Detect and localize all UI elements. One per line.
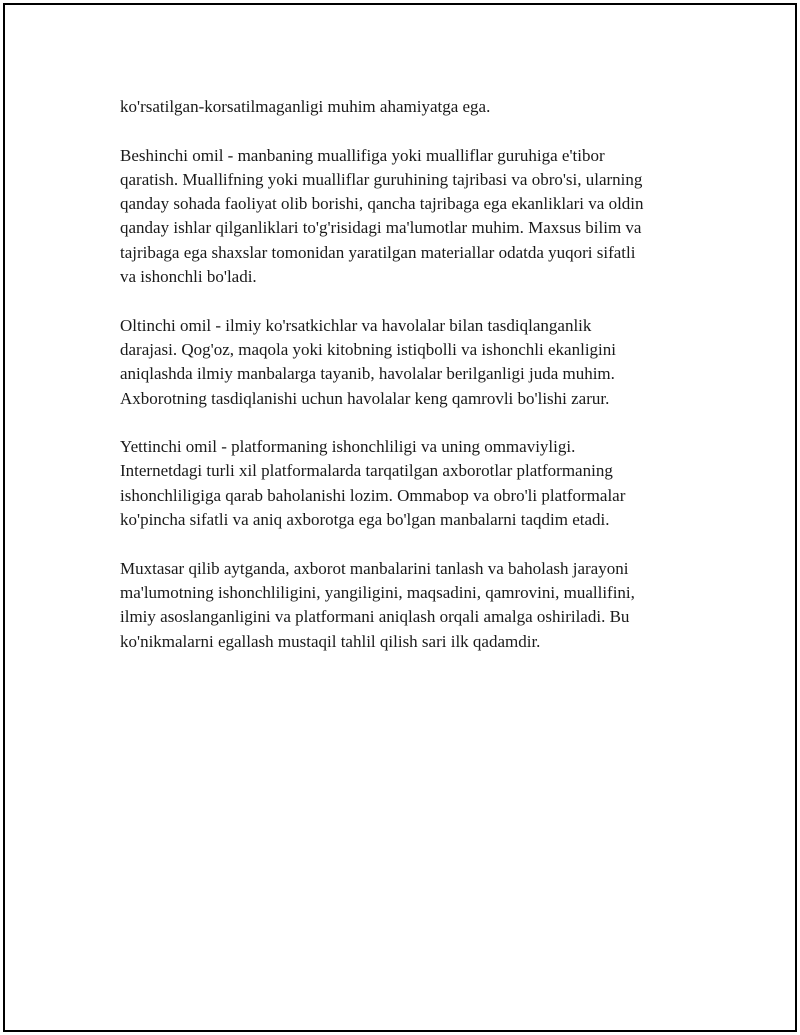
paragraph-sixth-factor	[120, 314, 710, 411]
text-line: darajasi. Qog'oz, maqola yoki kitobning istiqbolli va ishonchli ekanligini	[120, 339, 616, 359]
text-line: Oltinchi omil - ilmiy ko'rsatkichlar va havolalar bilan tasdiqlanganlik	[120, 315, 592, 335]
paragraph-conclusion	[120, 557, 710, 654]
document-page	[3, 3, 797, 1032]
text-line: ma'lumotning ishonchliligini, yangiligini, maqsadini, qamrovini, muallifini,	[120, 582, 635, 602]
text-line: Muxtasar qilib aytganda, axborot manbalarini tanlash va baholash jarayoni	[120, 558, 629, 578]
text-line: Beshinchi omil - manbaning muallifiga yoki mualliflar guruhiga e'tibor	[120, 145, 605, 165]
text-line: qaratish. Muallifning yoki mualliflar guruhining tajribasi va obro'si, ularning	[120, 169, 643, 189]
text-line: ko'pincha sifatli va aniq axborotga ega bo'lgan manbalarni taqdim etadi.	[120, 510, 610, 530]
text-line: ilmiy asoslanganligini va platformani aniqlash orqali amalga oshiriladi. Bu	[120, 607, 630, 627]
text-line: ko'nikmalarni egallash mustaqil tahlil qilish sari ilk qadamdir.	[120, 631, 541, 651]
text-line: qanday sohada faoliyat olib borishi, qancha tajribaga ega ekanliklari va oldin	[120, 194, 644, 214]
text-line: aniqlashda ilmiy manbalarga tayanib, havolalar berilganligi juda muhim.	[120, 364, 615, 384]
text-line: ishonchliligiga qarab baholanishi lozim. Ommabop va obro'li platformalar	[120, 485, 626, 505]
paragraph-continuation	[120, 95, 710, 119]
text-line: Internetdagi turli xil platformalarda tarqatilgan axborotlar platformaning	[120, 461, 613, 481]
text-line: Axborotning tasdiqlanishi uchun havolalar keng qamrovli bo'lishi zarur.	[120, 388, 610, 408]
text-line: tajribaga ega shaxslar tomonidan yaratilgan materiallar odatda yuqori sifatli	[120, 242, 636, 262]
text-line: Yettinchi omil - platformaning ishonchliligi va uning ommaviyligi.	[120, 437, 576, 457]
paragraph-fifth-factor	[120, 144, 710, 290]
text-line: ko'rsatilgan-korsatilmaganligi muhim ahamiyatga ega.	[120, 97, 491, 116]
document-body	[120, 95, 710, 654]
paragraph-seventh-factor	[120, 435, 710, 532]
text-line: va ishonchli bo'ladi.	[120, 267, 257, 287]
text-line: qanday ishlar qilganliklari to'g'risidagi ma'lumotlar muhim. Maxsus bilim va	[120, 218, 642, 238]
